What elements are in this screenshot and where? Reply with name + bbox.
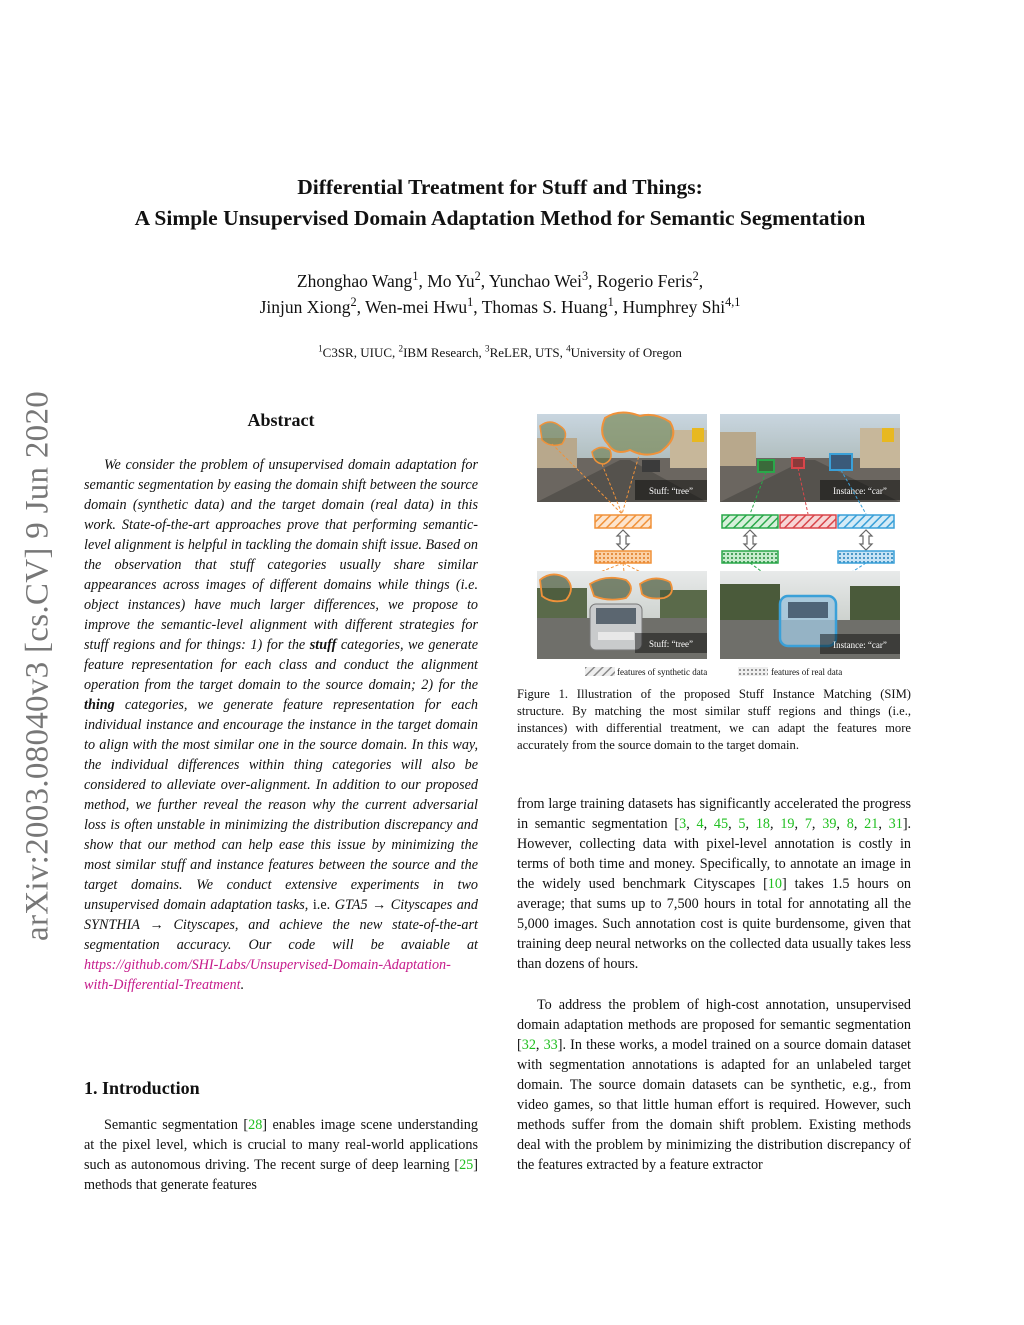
real-image-stuff [537,571,707,659]
author-list [100,268,900,320]
citation[interactable]: 3 [679,816,687,832]
citation[interactable]: 10 [767,876,782,892]
feature-synthetic-instance-3 [838,515,894,528]
feature-synthetic-instance-2 [780,515,836,528]
intro-heading: 1. Introduction [84,1078,200,1098]
citation[interactable]: 28 [248,1117,263,1133]
intro-paragraph-2: To address the problem of high-cost annotation, unsupervised domain adaptation methods are proposed for semantic segmentation [32, 33]. In these works, a model trained on a source domain dataset with segmentation annotations is adapted for an unlabeled target domain. The source domain datasets can be synthetic, e.g., from video games, so that little human effort is required. However, such methods suffer from the domain shift problem. Existing methods deal with the problem by minimizing the distribution discrepancy of the features extracted by a feature extractor [517,997,911,1173]
citation[interactable]: 32 [521,1037,536,1053]
code-link[interactable]: https://github.com/SHI-Labs/Unsupervised-Domain-Adaptation-with-Differential-Treatment [84,957,451,993]
feature-real-instance-1 [722,551,778,563]
label-instance-bottom: Instance: “car” [833,640,887,650]
author-line-1: Zhonghao Wang$^1$, Mo Yu$^2$, Yunchao Wei$^3$, Rogerio Feris$^2$, [296,269,704,291]
citation[interactable]: 19 [780,816,795,832]
title-line-2: A Simple Unsupervised Domain Adaptation Method for Semantic Segmentation [134,206,866,230]
feature-real-instance-2 [838,551,894,563]
label-stuff-bottom: Stuff: “tree” [648,639,694,649]
citation[interactable]: 5 [738,816,746,832]
citation[interactable]: 31 [888,816,903,832]
citation[interactable]: 4 [696,816,704,832]
intro-paragraph-continued: from large training datasets has significantly accelerated the progress in semantic segmentation [3, 4, 45, 5, 18, 19, 7, 39, 8, 21, 31]. However, collecting data with pixel-level annotation is costly in terms of both time and money. Specifically, to annotate an image in the widely used benchmark Cityscapes [10] takes 1.5 hours on average; that sums up to 7,500 hours in total for annotating all the 5,000 images. Such annotation cost is quite burdensome, given that training deep neural networks on the collected data usually takes less than dozens of hours. [517,796,912,972]
legend-real: features of real data [771,667,843,677]
feature-real-stuff [595,551,651,563]
citation[interactable]: 45 [713,816,729,832]
synthetic-image-instance [720,414,900,502]
label-instance-top: Instance: “car” [833,486,887,496]
abstract-body: We consider the problem of unsupervised domain adaptation for semantic segmentation by easing the domain shift between the source domain (synthetic data) and the target domain (real data) in this work. State-of-the-art approaches prove that performing semantic-level alignment is helpful in tackling the domain shift issue. Based on the observation that stuff categories usually share similar appearances across images of different domains while things (i.e. object instances) have much larger differences, we propose to improve the semantic-level alignment with different strategies for stuff regions and for things: 1) for the stuff categories, we generate feature representation for each class and conduct the alignment operation from the target domain to the source domain; 2) for the thing categories, we generate feature representation for each individual instance and encourage the instance in the target domain to align with the most similar one in the source domain. In this way, the individual differences within thing categories will also be considered to alleviate over-alignment. In addition to our proposed method, we further reveal the reason why the current adversarial loss is often unstable in minimizing the distribution discrepancy and show that our method can help ease this issue by minimizing the most similar stuff and instance features between the source and the target domains. We conduct extensive experiments in two unsupervised domain adaptation tasks, i.e. GTA5 → Cityscapes and SYNTHIA → Cityscapes, and achieve the new state-of-the-art segmentation accuracy. Our code will be avaiable at https://github.com/SHI-Labs/Unsupervised-Domain-Adaptation-with-Differential-Treatment. [84,457,478,993]
affiliations: $^1$C3SR, UIUC, $^2$IBM Research, $^3$ReLER, UTS, $^4$University of Oregon [318,343,682,360]
legend-swatch-real [738,667,768,676]
legend-swatch-synthetic [585,667,615,676]
citation[interactable]: 18 [755,816,771,832]
figure-legend [585,667,842,677]
figure-1 [530,408,910,686]
citation[interactable]: 8 [846,816,854,832]
real-image-instance [720,571,900,659]
author-line-2: Jinjun Xiong$^2$, Wen-mei Hwu$^1$, Thomas S. Huang$^1$, Humphrey Shi$^{4,1}$ [259,295,741,317]
figure-caption: Figure 1. Illustration of the proposed Stuff Instance Matching (SIM) structure. By matching the most similar stuff regions and things (i.e., instances) with differential treatment, we can adapt the features more accurately from the source domain to the target domain. [517,687,911,752]
citation[interactable]: 25 [459,1157,474,1173]
feature-synthetic-stuff [595,515,651,528]
abstract-heading: Abstract [247,410,315,430]
double-arrow-icon [617,530,872,550]
sim-diagram [530,408,910,686]
label-stuff-top: Stuff: “tree” [648,486,694,496]
title-line-1: Differential Treatment for Stuff and Things: [297,175,703,199]
paper-title [60,172,940,234]
citation[interactable]: 33 [543,1037,558,1053]
feature-synthetic-instance-1 [722,515,778,528]
citation[interactable]: 21 [864,816,879,832]
synthetic-image-stuff [537,412,707,502]
citation[interactable]: 39 [822,816,837,832]
arxiv-watermark: arXiv:2003.08040v3 [cs.CV] 9 Jun 2020 [19,390,56,942]
legend-synthetic: features of synthetic data [617,667,708,677]
intro-paragraph: Semantic segmentation [28] enables image scene understanding at the pixel level, which is crucial to many real-world applications such as autonomous driving. The recent surge of deep learning [25] methods that generate features [84,1117,478,1193]
citation[interactable]: 7 [804,816,812,832]
